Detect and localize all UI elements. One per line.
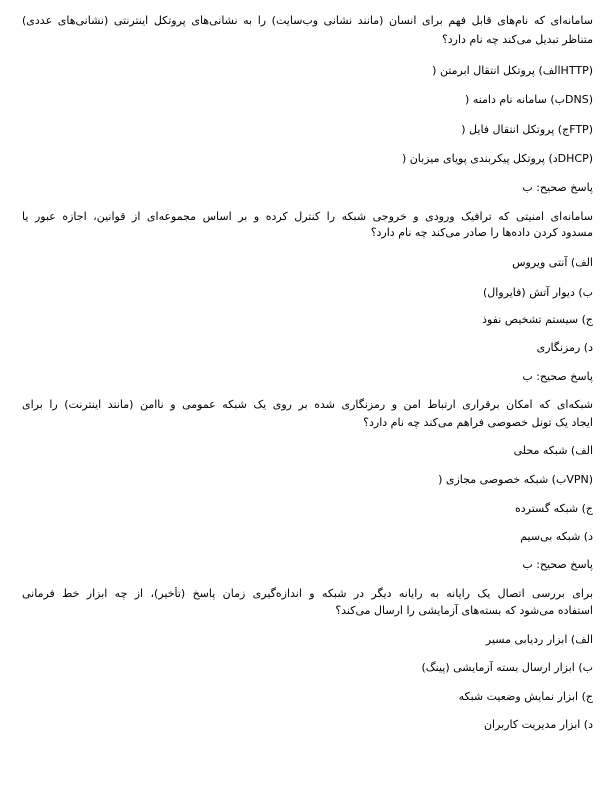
question-3-option-b: (VPNب) شبکه خصوصی مجازی (: [438, 473, 593, 486]
question-4-text-line-1: برای بررسی اتصال یک رایانه به رایانه دیگر در شبکه و اندازه‌گیری زمان پاسخ (تأخیر)، از چه ابزار خط فرمانی: [22, 587, 593, 600]
question-2-option-a: الف) آنتی ویروس: [512, 256, 593, 269]
question-3-option-c: ج) شبکه گسترده: [515, 502, 593, 515]
question-3-option-a: الف) شبکه محلی: [513, 444, 593, 457]
question-1-option-b: (DNSب) سامانه نام دامنه (: [465, 93, 593, 106]
question-4-option-a: الف) ابزار ردیابی مسیر: [485, 633, 593, 646]
question-3-option-d: د) شبکه بی‌سیم: [520, 530, 593, 543]
question-4-option-c: ج) ابزار نمایش وضعیت شبکه: [458, 690, 593, 703]
question-1-text-line-1: سامانه‌ای که نام‌های قابل فهم برای انسان (مانند نشانی وب‌سایت) را به نشانی‌های پروتکل اینترنتی (نشانی‌های عددی): [22, 14, 593, 27]
question-3-text-line-1: شبکه‌ای که امکان برقراری ارتباط امن و رمزنگاری شده بر روی یک شبکه عمومی و ناامن (مانند اینترنت) را برای: [22, 398, 593, 411]
question-4-option-d: د) ابزار مدیریت کاربران: [483, 718, 593, 731]
question-4-text-line-2: استفاده می‌شود که بسته‌های آزمایشی را ارسال می‌کند؟: [335, 604, 593, 617]
question-1-option-a: (HTTPالف) پروتکل انتقال ابرمتن (: [432, 64, 593, 77]
question-2-option-d: د) رمزنگاری: [536, 341, 593, 354]
question-1-text-line-2: متناظر تبدیل می‌کند چه نام دارد؟: [441, 33, 593, 46]
question-4-option-b: ب) ابزار ارسال بسته آزمایشی (پینگ): [421, 661, 593, 674]
question-2-text-line-2: مسدود کردن داده‌ها را صادر می‌کند چه نام دارد؟: [370, 226, 593, 239]
question-2-option-c: ج) سیستم تشخیص نفوذ: [482, 313, 593, 326]
question-1-option-d: (DHCPد) پروتکل پیکربندی پویای میزبان (: [401, 152, 593, 165]
question-1-answer: پاسخ صحیح: ب: [522, 181, 593, 194]
question-2-answer: پاسخ صحیح: ب: [522, 370, 593, 383]
question-3-answer: پاسخ صحیح: ب: [522, 558, 593, 571]
question-1-option-c: (FTPج) پروتکل انتقال فایل (: [461, 123, 593, 136]
question-3-text-line-2: ایجاد یک تونل خصوصی فراهم می‌کند چه نام دارد؟: [363, 416, 593, 429]
question-2-option-b: ب) دیوار آتش (فایروال): [483, 286, 593, 299]
question-2-text-line-1: سامانه‌ای امنیتی که ترافیک ورودی و خروجی شبکه را کنترل کرده و بر اساس مجموعه‌ای از قوانین، اجازه عبور یا: [22, 210, 593, 223]
